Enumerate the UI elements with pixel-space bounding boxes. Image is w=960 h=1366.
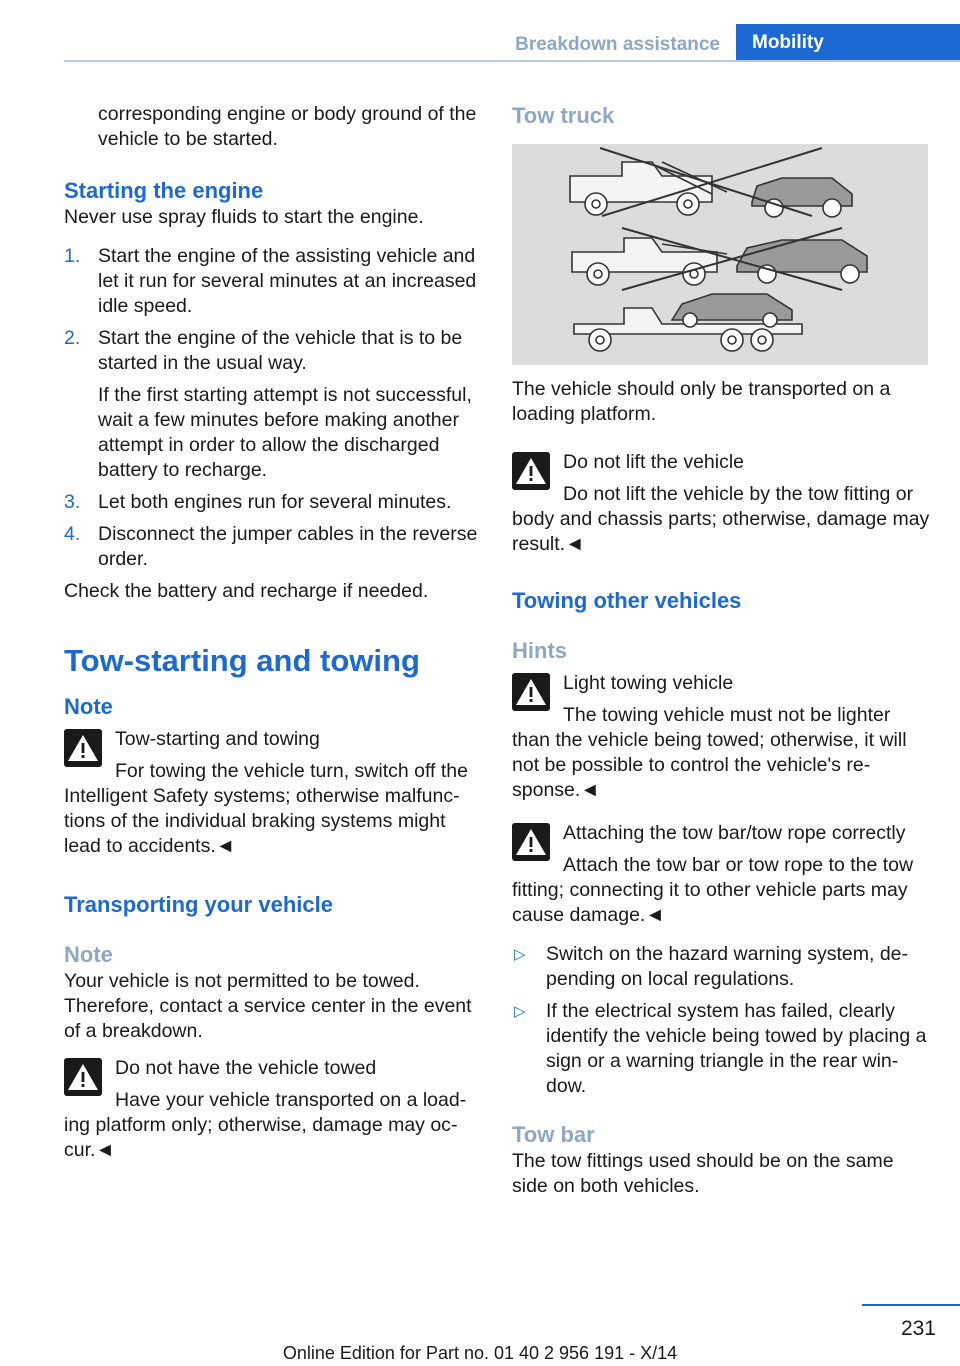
warning-body: Attach the tow bar or tow rope to the tow fitting; connecting it to other vehicle parts may cause damage.◄	[512, 854, 914, 926]
step-text: Start the engine of the assisting vehicle and let it run for several minutes at an increased idle speed.	[98, 245, 477, 317]
warning-title: Do not lift the vehicle	[563, 451, 745, 473]
step-number: 3.	[64, 491, 81, 513]
list-item	[64, 244, 482, 319]
page-number: 231	[900, 1317, 936, 1340]
warning-title: Attaching the tow bar/tow rope correctly	[563, 822, 906, 844]
list-item	[64, 326, 482, 483]
warning-title: Tow-starting and towing	[115, 728, 320, 750]
heading-tow-truck: Tow truck	[512, 103, 615, 128]
tow-truck-text: The vehicle should only be transported on a loading platform.	[512, 378, 891, 425]
note-text: Your vehicle is not permitted to be towed. Therefore, contact a service center in the event of a breakdown.	[64, 970, 472, 1042]
step-number: 2.	[64, 327, 81, 349]
step-number: 4.	[64, 523, 81, 545]
step-text: Let both engines run for several minutes.	[98, 491, 452, 513]
warning-body: For towing the vehicle turn, switch off the Intelligent Safety systems; otherwise malfunctions of the individual braking systems might lead to accidents.◄	[64, 760, 468, 857]
edition-footer: Online Edition for Part no. 01 40 2 956 191 - X/14	[282, 1343, 678, 1363]
warning-title: Do not have the vehicle towed	[115, 1057, 377, 1079]
warning-icon	[512, 452, 550, 490]
header-rule	[64, 60, 960, 62]
heading-tow-starting: Tow-starting and towing	[64, 643, 420, 678]
start-steps	[64, 244, 482, 572]
heading-hints: Hints	[512, 638, 567, 663]
tow-truck-drawing	[512, 144, 928, 365]
breadcrumb: Breakdown assistance	[515, 34, 720, 55]
warning-body: The towing vehicle must not be lighter than the vehicle being towed; otherwise, it will not be possible to control the vehicle's response.◄	[512, 704, 907, 801]
warning-light-towing	[512, 671, 930, 803]
left-column	[64, 102, 482, 1163]
towbar-text: The tow fittings used should be on the same side on both vehicles.	[512, 1150, 894, 1197]
warning-icon	[512, 823, 550, 861]
heading-note-2: Note	[64, 942, 113, 967]
warning-not-towed	[64, 1056, 482, 1163]
triangle-bullet-icon: ▷	[514, 946, 526, 963]
warning-tow-starting	[64, 727, 482, 859]
step-number: 1.	[64, 245, 81, 267]
list-item	[512, 942, 930, 992]
section-tab: Mobility	[736, 24, 960, 62]
list-item	[64, 522, 482, 572]
warning-body: Do not lift the vehicle by the tow fitting or body and chassis parts; otherwise, damage may result.◄	[512, 483, 930, 555]
starting-text: Never use spray fluids to start the engine.	[64, 206, 424, 228]
step-text: Disconnect the jumper cables in the reverse order.	[98, 523, 478, 570]
warning-title: Light towing vehicle	[563, 672, 734, 694]
heading-transporting: Transporting your vehicle	[64, 892, 333, 917]
warning-body: Have your vehicle transported on a loading platform only; otherwise, damage may occur.◄	[64, 1089, 467, 1161]
check-text: Check the battery and recharge if needed.	[64, 580, 429, 602]
heading-starting-engine: Starting the engine	[64, 178, 264, 203]
heading-tow-bar: Tow bar	[512, 1122, 595, 1147]
heading-note: Note	[64, 694, 113, 719]
bullet-text: If the electrical system has failed, clearly identify the vehicle being towed by placing a sign or a warning triangle in the rear window.	[546, 1000, 927, 1097]
list-item	[64, 490, 482, 515]
right-column	[512, 102, 930, 1199]
triangle-bullet-icon: ▷	[514, 1003, 526, 1020]
warning-no-lift	[512, 450, 930, 557]
warning-icon	[512, 673, 550, 711]
warning-icon	[64, 729, 102, 767]
bullet-text: Switch on the hazard warning system, depending on local regulations.	[546, 943, 909, 990]
list-item	[512, 999, 930, 1099]
warning-tow-bar	[512, 821, 930, 928]
warning-icon	[64, 1058, 102, 1096]
intro-text: corresponding engine or body ground of the vehicle to be started.	[98, 103, 477, 150]
step-text: Start the engine of the vehicle that is to be started in the usual way.	[98, 327, 463, 374]
towing-bullets	[512, 942, 930, 1099]
step-extra-text: If the first starting attempt is not successful, wait a few minutes before making another attempt in order to allow the discharged battery to recharge.	[98, 384, 472, 481]
heading-towing-other: Towing other vehicles	[512, 588, 742, 613]
tow-truck-illustration	[512, 144, 928, 365]
footer-rule	[862, 1304, 960, 1306]
